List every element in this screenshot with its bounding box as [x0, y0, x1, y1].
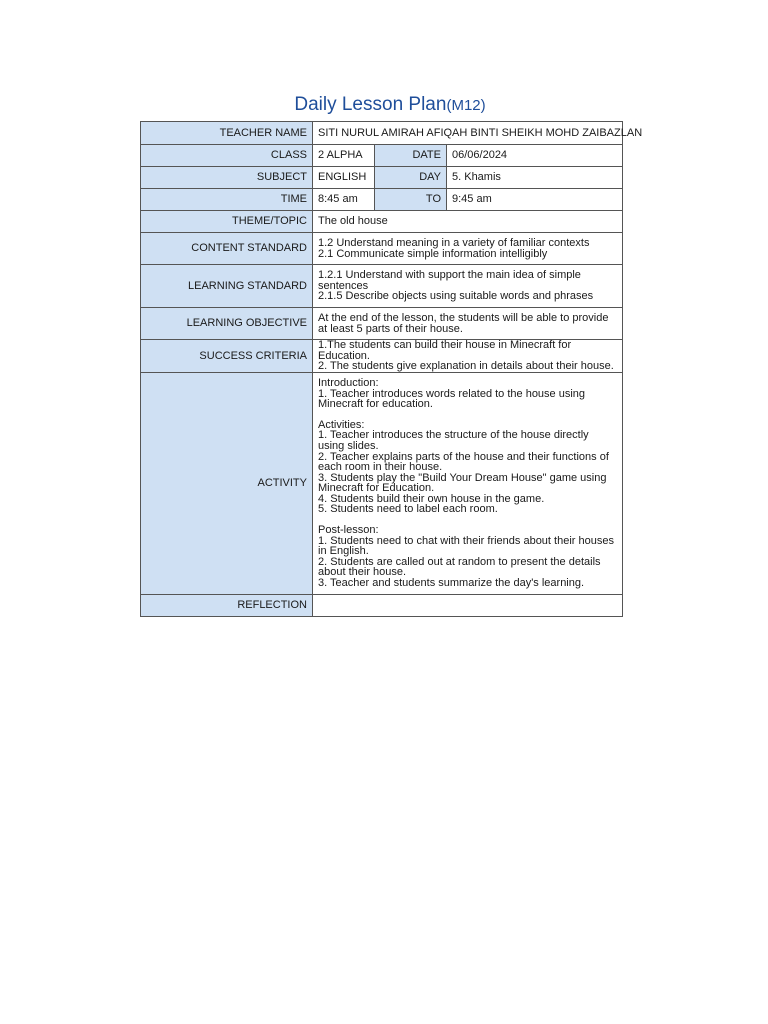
row-reflection [141, 594, 623, 616]
date-label: DATE [375, 145, 447, 167]
activities-item: 5. Students need to label each room. [318, 503, 498, 516]
day-label: DAY [375, 167, 447, 189]
success-criteria-value [313, 340, 623, 373]
theme-value: The old house [313, 211, 623, 233]
row-theme [141, 211, 623, 233]
activity-value [313, 372, 623, 594]
day-value: 5. Khamis [447, 167, 623, 189]
activities-item: 1. Teacher introduces the structure of the house directly using slides. [318, 429, 589, 452]
document-title [0, 94, 768, 116]
title-text: Daily Lesson Plan [294, 94, 447, 115]
activities-item: 4. Students build their own house in the game. [318, 492, 545, 505]
class-label: CLASS [141, 145, 313, 167]
learning-standard-line: 1.2.1 Understand with support the main idea of simple sentences [318, 269, 581, 292]
learning-objective-value: At the end of the lesson, the students will be able to provide at least 5 parts of their house. [313, 308, 623, 340]
row-learning-standard [141, 265, 623, 308]
row-subject-day [141, 167, 623, 189]
reflection-value [313, 594, 623, 616]
time-value: 8:45 am [313, 189, 375, 211]
subject-value: ENGLISH [313, 167, 375, 189]
row-content-standard [141, 233, 623, 265]
introduction-item: 1. Teacher introduces words related to the house using Minecraft for education. [318, 387, 586, 411]
activities-item: 2. Teacher explains parts of the house and their functions of each room in their house. [318, 450, 609, 474]
learning-standard-value [313, 265, 623, 308]
row-success-criteria [141, 340, 623, 373]
row-learning-objective [141, 308, 623, 340]
reflection-label: REFLECTION [141, 594, 313, 616]
success-criteria-line: 2. The students give explanation in details about their house. [318, 360, 614, 373]
activities-heading: Activities: [318, 418, 365, 431]
activities-item: 3. Students play the "Build Your Dream House" game using Minecraft for Education. [318, 471, 607, 495]
row-activity [141, 372, 623, 594]
teacher-name-value: SITI NURUL AMIRAH AFIQAH BINTI SHEIKH MOHD ZAIBAZLAN [313, 122, 623, 145]
success-criteria-line: 1.The students can build their house in Minecraft for Education. [318, 339, 572, 362]
date-value: 06/06/2024 [447, 145, 623, 167]
learning-objective-label: LEARNING OBJECTIVE [141, 308, 313, 340]
theme-label: THEME/TOPIC [141, 211, 313, 233]
class-value: 2 ALPHA [313, 145, 375, 167]
teacher-name-label: TEACHER NAME [141, 122, 313, 145]
title-suffix: (M12) [446, 97, 486, 114]
content-standard-line: 2.1 Communicate simple information intelligibly [318, 247, 548, 260]
row-class-date [141, 145, 623, 167]
to-value: 9:45 am [447, 189, 623, 211]
content-standard-label: CONTENT STANDARD [141, 233, 313, 265]
activity-label: ACTIVITY [141, 372, 313, 594]
row-time [141, 189, 623, 211]
subject-label: SUBJECT [141, 167, 313, 189]
introduction-heading: Introduction: [318, 376, 379, 389]
post-lesson-item: 1. Students need to chat with their friends about their houses in English. [318, 534, 614, 558]
content-standard-value [313, 233, 623, 265]
to-label: TO [375, 189, 447, 211]
content-standard-line: 1.2 Understand meaning in a variety of familiar contexts [318, 236, 590, 249]
success-criteria-label: SUCCESS CRITERIA [141, 340, 313, 373]
lesson-plan-table [140, 121, 643, 617]
post-lesson-heading: Post-lesson: [318, 524, 379, 537]
post-lesson-item: 2. Students are called out at random to present the details about their house. [318, 555, 601, 579]
learning-standard-line: 2.1.5 Describe objects using suitable words and phrases [318, 290, 594, 303]
learning-standard-label: LEARNING STANDARD [141, 265, 313, 308]
time-label: TIME [141, 189, 313, 211]
row-teacher-name [141, 122, 623, 145]
post-lesson-item: 3. Teacher and students summarize the day's learning. [318, 577, 585, 590]
